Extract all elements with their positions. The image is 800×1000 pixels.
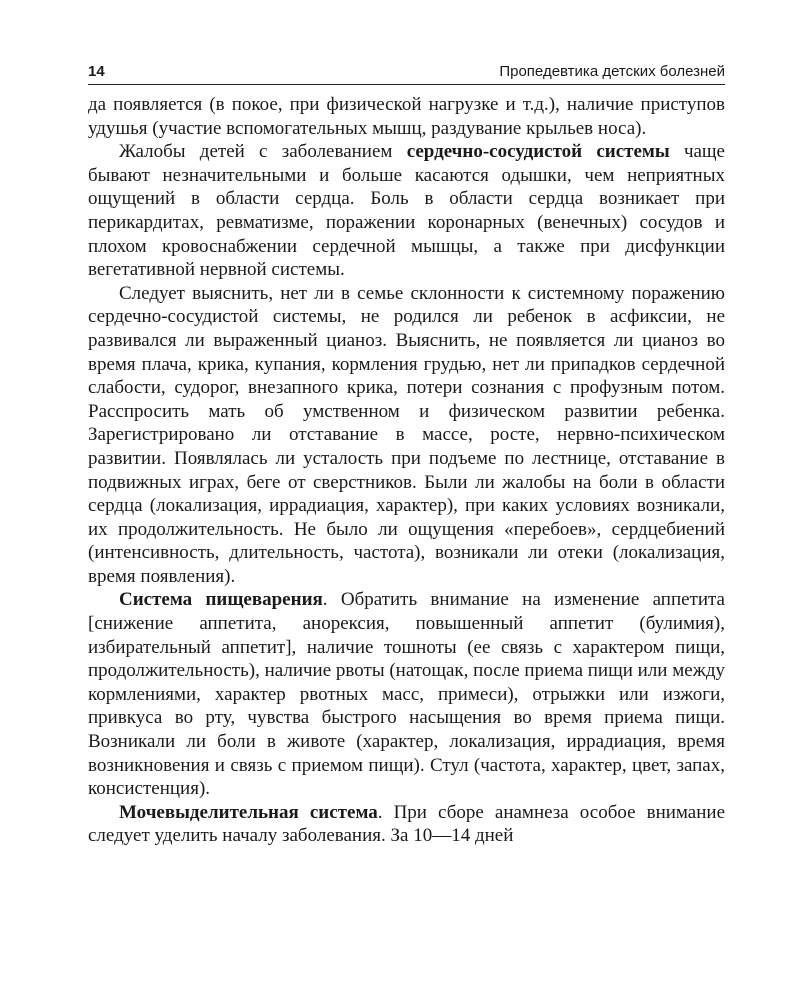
paragraph-text: Следует выяснить, нет ли в семье склонности к системному поражению сердечно-сосудистой системы, не родился ли ребенок в асфиксии, не развивался ли выраженный цианоз. Выяснить, не появляется ли цианоз во время плача, крика, купания, кормления грудью, нет ли припадков сердечной слабости, судорог, внезапного крика, потери сознания с профузным потом. Расспросить мать об умственном и физическом развитии ребенка. Зарегистрировано ли отставание в массе, росте, нервно-психическом развитии. Появлялась ли усталость при подъеме по лестнице, отставание в подвижных играх, беге от сверстников. Были ли жалобы на боли в области сердца (локализация, иррадиация, характер), при каких условиях возникали, их продолжительность. Не было ли ощущения «перебоев», сердцебиений (интенсивность, длительность, частота), возникали ли отеки (локализация, время появления). — [88, 282, 725, 587]
paragraph-text: Жалобы детей с заболеванием — [119, 141, 407, 163]
book-title: Пропедевтика детских болезней — [499, 63, 725, 80]
paragraph-cardiovascular-complaints — [88, 140, 725, 282]
paragraph-text: чаще бывают незначительными и больше касаются одышки, чем неприятных ощущений в области сердца. Боль в области сердца возникает при перикардитах, ревматизме, поражении коронарных (венечных) сосудов и плохом кровоснабжении сердечной мышцы, а также при дисфункции вегетативной нервной системы. — [88, 141, 725, 281]
paragraph-digestive-system — [88, 588, 725, 800]
paragraph-text: да появляется (в покое, при физической нагрузке и т.д.), наличие приступов удушья (участие вспомогательных мышц, раздувание крыльев носа). — [88, 94, 725, 139]
paragraph-text: . При сборе анамнеза особое внимание следует уделить началу заболевания. За 10—14 дней — [88, 801, 726, 847]
paragraph-urinary-system — [88, 801, 725, 848]
section-lead-term: Мочевыделительная система — [119, 801, 378, 823]
paragraph-text: . Обратить внимание на изменение аппетита [снижение аппетита, анорексия, повышенный аппетит (булимия), избирательный аппетит], наличие тошноты (ее связь с характером пищи, продолжительность), наличие рвоты (натощак, после приема пищи или между кормлениями, характер рвотных масс, примеси), отрыжки или изжоги, привкуса во рту, чувства быстрого насыщения во время приема пищи. Возникали ли боли в животе (характер, локализация, иррадиация, время возникновения и связь с приемом пищи). Стул (частота, характер, цвет, запах, консистенция). — [88, 589, 725, 800]
paragraph-cardiovascular-history — [88, 282, 725, 589]
bold-term: сердечно-сосудистой системы — [406, 141, 670, 163]
running-header — [88, 60, 725, 85]
section-lead-term: Система пищеварения — [119, 589, 323, 611]
book-page — [88, 60, 725, 848]
body-text — [88, 93, 725, 848]
paragraph-continuation — [88, 93, 725, 140]
page-number: 14 — [88, 63, 105, 80]
